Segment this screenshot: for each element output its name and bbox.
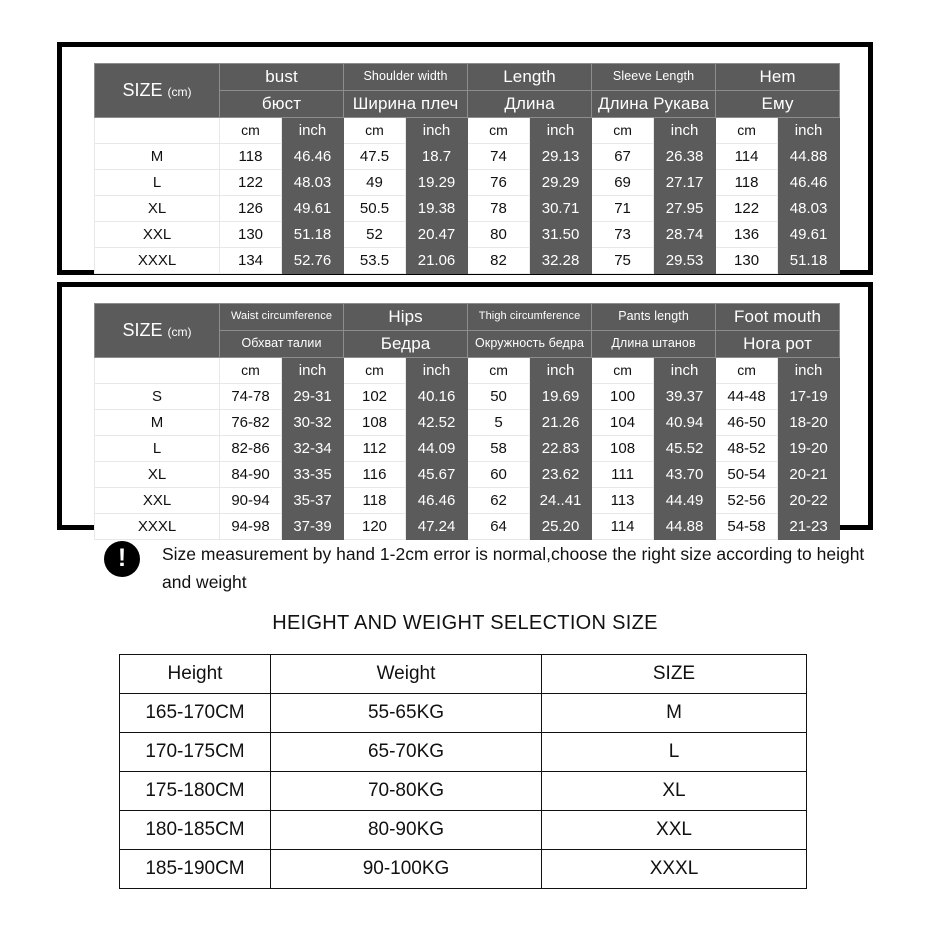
- bottom-cell-3-5: 23.62: [530, 462, 592, 488]
- bottom-cell-5-9: 21-23: [778, 514, 840, 540]
- top-row: [95, 196, 840, 222]
- bottom-unit-cm-3: cm: [592, 358, 654, 384]
- top-cell-4-7: 29.53: [654, 248, 716, 274]
- top-cell-0-8: 114: [716, 144, 778, 170]
- top-cell-4-0: 134: [220, 248, 282, 274]
- bottom-cell-4-2: 118: [344, 488, 406, 514]
- bottom-row: [95, 514, 840, 540]
- bottom-cell-1-1: 30-32: [282, 410, 344, 436]
- bottom-row-size-3: XL: [95, 462, 220, 488]
- bottom-cell-2-7: 45.52: [654, 436, 716, 462]
- top-cell-0-5: 29.13: [530, 144, 592, 170]
- top-cell-4-1: 52.76: [282, 248, 344, 274]
- bottom-col-header-en-1: Hips: [344, 304, 468, 331]
- bottom-cell-4-6: 113: [592, 488, 654, 514]
- bottom-cell-2-5: 22.83: [530, 436, 592, 462]
- bottom-size-header: SIZE (cm): [95, 304, 220, 358]
- selection-cell-1-0: 170-175CM: [120, 733, 271, 772]
- top-cell-0-4: 74: [468, 144, 530, 170]
- top-cell-1-6: 69: [592, 170, 654, 196]
- selection-cell-2-1: 70-80KG: [271, 772, 542, 811]
- top-row: [95, 170, 840, 196]
- bottom-cell-1-8: 46-50: [716, 410, 778, 436]
- bottom-cell-5-0: 94-98: [220, 514, 282, 540]
- bottom-row: [95, 436, 840, 462]
- selection-header-row: [120, 655, 807, 694]
- bottom-cell-2-1: 32-34: [282, 436, 344, 462]
- top-unit-cm-4: cm: [716, 118, 778, 144]
- bottom-cell-0-7: 39.37: [654, 384, 716, 410]
- selection-cell-4-1: 90-100KG: [271, 850, 542, 889]
- bottom-unit-inch-3: inch: [654, 358, 716, 384]
- bottom-row-size-2: L: [95, 436, 220, 462]
- upper-body-size-chart-frame: [57, 42, 873, 275]
- bottom-unit-cm-2: cm: [468, 358, 530, 384]
- bottom-unit-row-spacer: [95, 358, 220, 384]
- bottom-cell-3-1: 33-35: [282, 462, 344, 488]
- top-cell-2-8: 122: [716, 196, 778, 222]
- bottom-cell-0-2: 102: [344, 384, 406, 410]
- selection-row: [120, 811, 807, 850]
- bottom-row: [95, 384, 840, 410]
- bottom-col-header-en-3: Pants length: [592, 304, 716, 331]
- bottom-cell-0-0: 74-78: [220, 384, 282, 410]
- top-cell-1-1: 48.03: [282, 170, 344, 196]
- top-row: [95, 222, 840, 248]
- top-cell-3-6: 73: [592, 222, 654, 248]
- bottom-unit-cm-4: cm: [716, 358, 778, 384]
- top-cell-0-7: 26.38: [654, 144, 716, 170]
- top-cell-1-7: 27.17: [654, 170, 716, 196]
- top-row-size-3: XXL: [95, 222, 220, 248]
- selection-row: [120, 772, 807, 811]
- top-row-size-0: M: [95, 144, 220, 170]
- top-col-header-en-0: bust: [220, 64, 344, 91]
- top-unit-cm-2: cm: [468, 118, 530, 144]
- bottom-cell-2-4: 58: [468, 436, 530, 462]
- top-cell-3-4: 80: [468, 222, 530, 248]
- top-cell-0-0: 118: [220, 144, 282, 170]
- selection-cell-2-0: 175-180CM: [120, 772, 271, 811]
- top-cell-1-3: 19.29: [406, 170, 468, 196]
- bottom-cell-1-5: 21.26: [530, 410, 592, 436]
- top-cell-2-1: 49.61: [282, 196, 344, 222]
- top-col-header-ru-4: Ему: [716, 91, 840, 118]
- lower-body-size-table: [94, 303, 840, 540]
- bottom-unit-cm-0: cm: [220, 358, 282, 384]
- bottom-row-size-1: M: [95, 410, 220, 436]
- selection-title: HEIGHT AND WEIGHT SELECTION SIZE: [272, 612, 658, 634]
- top-cell-1-2: 49: [344, 170, 406, 196]
- bottom-cell-4-3: 46.46: [406, 488, 468, 514]
- bottom-cell-1-7: 40.94: [654, 410, 716, 436]
- top-unit-row-spacer: [95, 118, 220, 144]
- top-cell-3-5: 31.50: [530, 222, 592, 248]
- bottom-row: [95, 410, 840, 436]
- selection-header-2: SIZE: [542, 655, 807, 694]
- top-cell-2-7: 27.95: [654, 196, 716, 222]
- top-cell-2-4: 78: [468, 196, 530, 222]
- top-row-size-2: XL: [95, 196, 220, 222]
- bottom-col-header-ru-0: Обхват талии: [220, 331, 344, 358]
- selection-cell-4-2: XXXL: [542, 850, 807, 889]
- top-unit-inch-3: inch: [654, 118, 716, 144]
- selection-cell-4-0: 185-190CM: [120, 850, 271, 889]
- selection-cell-3-1: 80-90KG: [271, 811, 542, 850]
- bottom-row-size-0: S: [95, 384, 220, 410]
- bottom-cell-3-4: 60: [468, 462, 530, 488]
- top-cell-0-3: 18.7: [406, 144, 468, 170]
- bottom-cell-3-3: 45.67: [406, 462, 468, 488]
- top-cell-4-2: 53.5: [344, 248, 406, 274]
- bottom-cell-5-4: 64: [468, 514, 530, 540]
- bottom-cell-0-4: 50: [468, 384, 530, 410]
- top-cell-2-0: 126: [220, 196, 282, 222]
- top-cell-4-4: 82: [468, 248, 530, 274]
- bottom-row: [95, 488, 840, 514]
- selection-cell-0-1: 55-65KG: [271, 694, 542, 733]
- top-cell-0-2: 47.5: [344, 144, 406, 170]
- top-unit-inch-4: inch: [778, 118, 840, 144]
- bottom-cell-4-7: 44.49: [654, 488, 716, 514]
- bottom-cell-2-3: 44.09: [406, 436, 468, 462]
- bottom-cell-3-8: 50-54: [716, 462, 778, 488]
- bottom-cell-0-3: 40.16: [406, 384, 468, 410]
- top-cell-3-8: 136: [716, 222, 778, 248]
- top-cell-1-9: 46.46: [778, 170, 840, 196]
- selection-cell-0-2: M: [542, 694, 807, 733]
- bottom-col-header-ru-1: Бедра: [344, 331, 468, 358]
- bottom-cell-5-6: 114: [592, 514, 654, 540]
- bottom-cell-1-3: 42.52: [406, 410, 468, 436]
- bottom-unit-inch-1: inch: [406, 358, 468, 384]
- bottom-cell-0-8: 44-48: [716, 384, 778, 410]
- top-col-header-en-3: Sleeve Length: [592, 64, 716, 91]
- bottom-cell-4-9: 20-22: [778, 488, 840, 514]
- bottom-cell-4-1: 35-37: [282, 488, 344, 514]
- top-cell-0-1: 46.46: [282, 144, 344, 170]
- bottom-cell-4-4: 62: [468, 488, 530, 514]
- bottom-row: [95, 462, 840, 488]
- selection-header-1: Weight: [271, 655, 542, 694]
- top-cell-1-8: 118: [716, 170, 778, 196]
- bottom-cell-3-7: 43.70: [654, 462, 716, 488]
- top-col-header-ru-0: бюст: [220, 91, 344, 118]
- bottom-col-header-en-0: Waist circumference: [220, 304, 344, 331]
- top-cell-4-3: 21.06: [406, 248, 468, 274]
- bottom-cell-3-2: 116: [344, 462, 406, 488]
- top-cell-4-9: 51.18: [778, 248, 840, 274]
- bottom-col-header-ru-3: Длина штанов: [592, 331, 716, 358]
- bottom-cell-1-0: 76-82: [220, 410, 282, 436]
- top-cell-1-4: 76: [468, 170, 530, 196]
- bottom-cell-0-9: 17-19: [778, 384, 840, 410]
- top-header-row-en: [95, 64, 840, 91]
- top-cell-1-5: 29.29: [530, 170, 592, 196]
- bottom-cell-1-2: 108: [344, 410, 406, 436]
- bottom-cell-3-6: 111: [592, 462, 654, 488]
- exclamation-icon: !: [104, 541, 140, 577]
- top-unit-inch-0: inch: [282, 118, 344, 144]
- bottom-cell-4-0: 90-94: [220, 488, 282, 514]
- bottom-cell-4-8: 52-56: [716, 488, 778, 514]
- bottom-cell-2-9: 19-20: [778, 436, 840, 462]
- top-col-header-ru-3: Длина Рукава: [592, 91, 716, 118]
- top-row: [95, 144, 840, 170]
- top-cell-2-2: 50.5: [344, 196, 406, 222]
- bottom-cell-1-4: 5: [468, 410, 530, 436]
- bottom-cell-0-1: 29-31: [282, 384, 344, 410]
- top-cell-2-5: 30.71: [530, 196, 592, 222]
- bottom-unit-row: [95, 358, 840, 384]
- top-cell-3-3: 20.47: [406, 222, 468, 248]
- top-unit-cm-3: cm: [592, 118, 654, 144]
- upper-body-size-table: [94, 63, 840, 274]
- top-col-header-en-1: Shoulder width: [344, 64, 468, 91]
- bottom-cell-5-3: 47.24: [406, 514, 468, 540]
- bottom-cell-3-0: 84-90: [220, 462, 282, 488]
- top-cell-2-9: 48.03: [778, 196, 840, 222]
- top-cell-3-1: 51.18: [282, 222, 344, 248]
- bottom-cell-1-6: 104: [592, 410, 654, 436]
- top-cell-2-6: 71: [592, 196, 654, 222]
- bottom-cell-5-8: 54-58: [716, 514, 778, 540]
- bottom-cell-2-0: 82-86: [220, 436, 282, 462]
- bottom-cell-1-9: 18-20: [778, 410, 840, 436]
- height-weight-selection-table: [119, 654, 807, 889]
- selection-row: [120, 733, 807, 772]
- top-cell-3-2: 52: [344, 222, 406, 248]
- bottom-row-size-4: XXL: [95, 488, 220, 514]
- bottom-unit-inch-4: inch: [778, 358, 840, 384]
- bottom-col-header-ru-4: Нога рот: [716, 331, 840, 358]
- bottom-cell-0-6: 100: [592, 384, 654, 410]
- top-cell-0-9: 44.88: [778, 144, 840, 170]
- selection-row: [120, 694, 807, 733]
- top-cell-3-0: 130: [220, 222, 282, 248]
- top-unit-cm-0: cm: [220, 118, 282, 144]
- top-unit-cm-1: cm: [344, 118, 406, 144]
- measurement-note: [104, 540, 894, 597]
- top-cell-1-0: 122: [220, 170, 282, 196]
- bottom-cell-0-5: 19.69: [530, 384, 592, 410]
- bottom-cell-2-2: 112: [344, 436, 406, 462]
- bottom-col-header-en-2: Thigh circumference: [468, 304, 592, 331]
- top-row: [95, 248, 840, 274]
- bottom-unit-cm-1: cm: [344, 358, 406, 384]
- bottom-cell-5-2: 120: [344, 514, 406, 540]
- measurement-note-text: Size measurement by hand 1-2cm error is normal,choose the right size according to height and weight: [162, 544, 865, 593]
- selection-row: [120, 850, 807, 889]
- selection-cell-0-0: 165-170CM: [120, 694, 271, 733]
- selection-cell-2-2: XL: [542, 772, 807, 811]
- top-cell-4-5: 32.28: [530, 248, 592, 274]
- bottom-header-row-en: [95, 304, 840, 331]
- bottom-cell-5-7: 44.88: [654, 514, 716, 540]
- top-col-header-ru-1: Ширина плеч: [344, 91, 468, 118]
- selection-cell-1-2: L: [542, 733, 807, 772]
- top-cell-4-6: 75: [592, 248, 654, 274]
- selection-header-0: Height: [120, 655, 271, 694]
- top-col-header-en-2: Length: [468, 64, 592, 91]
- top-cell-3-9: 49.61: [778, 222, 840, 248]
- top-row-size-4: XXXL: [95, 248, 220, 274]
- bottom-unit-inch-0: inch: [282, 358, 344, 384]
- bottom-unit-inch-2: inch: [530, 358, 592, 384]
- selection-cell-3-0: 180-185CM: [120, 811, 271, 850]
- bottom-cell-2-6: 108: [592, 436, 654, 462]
- bottom-col-header-en-4: Foot mouth: [716, 304, 840, 331]
- top-cell-4-8: 130: [716, 248, 778, 274]
- top-cell-0-6: 67: [592, 144, 654, 170]
- top-size-header: SIZE (cm): [95, 64, 220, 118]
- top-unit-inch-1: inch: [406, 118, 468, 144]
- top-cell-3-7: 28.74: [654, 222, 716, 248]
- lower-body-size-chart-frame: [57, 282, 873, 535]
- bottom-cell-3-9: 20-21: [778, 462, 840, 488]
- top-cell-2-3: 19.38: [406, 196, 468, 222]
- bottom-cell-5-5: 25.20: [530, 514, 592, 540]
- top-row-size-1: L: [95, 170, 220, 196]
- selection-cell-3-2: XXL: [542, 811, 807, 850]
- top-col-header-ru-2: Длина: [468, 91, 592, 118]
- top-unit-row: [95, 118, 840, 144]
- top-col-header-en-4: Hem: [716, 64, 840, 91]
- top-unit-inch-2: inch: [530, 118, 592, 144]
- bottom-cell-2-8: 48-52: [716, 436, 778, 462]
- bottom-cell-4-5: 24..41: [530, 488, 592, 514]
- bottom-row-size-5: XXXL: [95, 514, 220, 540]
- bottom-col-header-ru-2: Окружность бедра: [468, 331, 592, 358]
- selection-cell-1-1: 65-70KG: [271, 733, 542, 772]
- bottom-cell-5-1: 37-39: [282, 514, 344, 540]
